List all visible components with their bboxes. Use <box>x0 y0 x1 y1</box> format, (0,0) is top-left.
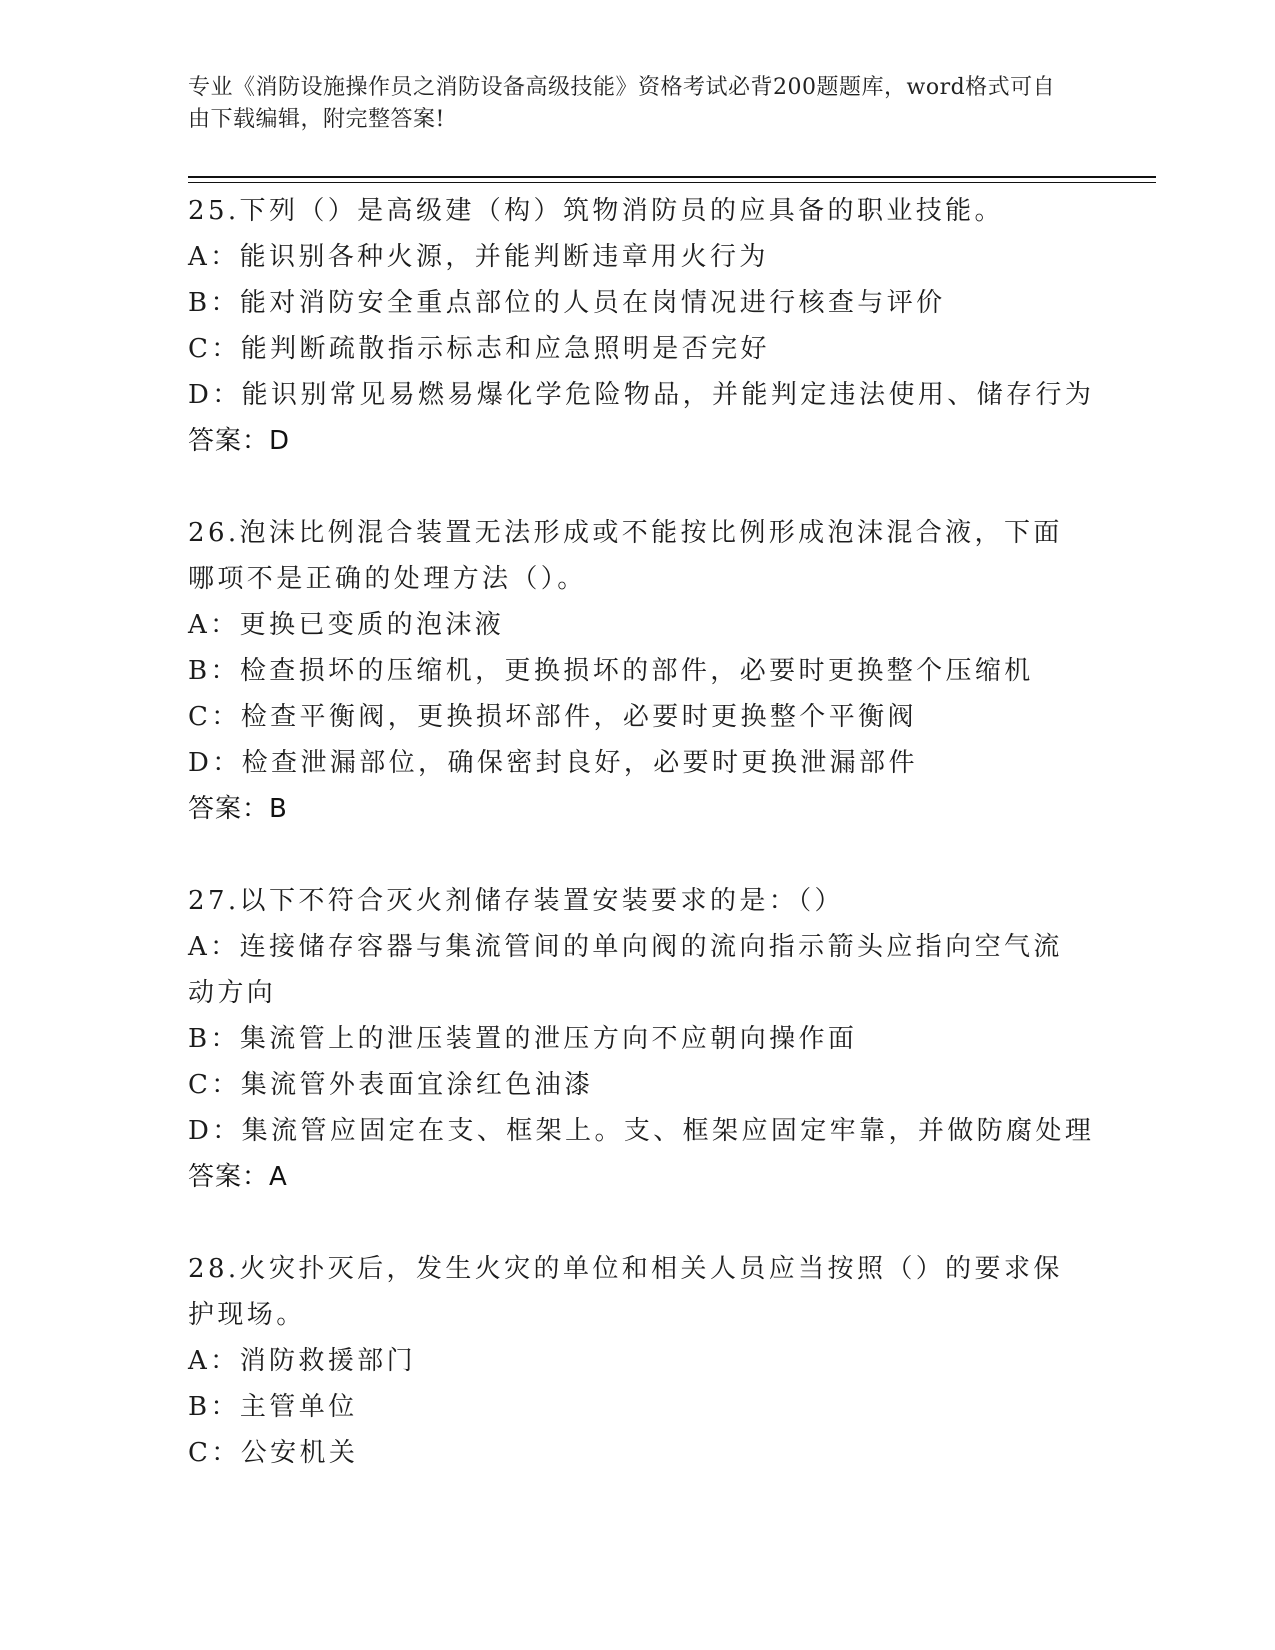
question-stem: 25.下列（）是高级建（构）筑物消防员的应具备的职业技能。 <box>188 196 1004 226</box>
answer-line <box>188 418 1078 464</box>
header-divider-thick <box>188 176 1156 178</box>
answer-line <box>188 1154 1078 1200</box>
option-a: A：连接储存容器与集流管间的单向阀的流向指示箭头应指向空气流动方向 <box>188 932 1063 1008</box>
header-divider-thin <box>188 182 1156 183</box>
answer-value: B <box>269 794 288 824</box>
option-c: C：公安机关 <box>188 1438 359 1468</box>
option-c: C：能判断疏散指示标志和应急照明是否完好 <box>188 334 770 364</box>
option-a: A：消防救援部门 <box>188 1346 416 1376</box>
option-d: D：检查泄漏部位，确保密封良好，必要时更换泄漏部件 <box>188 748 918 778</box>
question-26 <box>188 510 1078 832</box>
option-d: D：集流管应固定在支、框架上。支、框架应固定牢靠，并做防腐处理 <box>188 1116 1095 1146</box>
option-a: A：更换已变质的泡沫液 <box>188 610 505 640</box>
option-d: D：能识别常见易燃易爆化学危险物品，并能判定违法使用、储存行为 <box>188 380 1095 410</box>
answer-value: A <box>269 1162 288 1192</box>
option-a: A：能识别各种火源，并能判断违章用火行为 <box>188 242 769 272</box>
question-stem: 26.泡沫比例混合装置无法形成或不能按比例形成泡沫混合液，下面哪项不是正确的处理方法（）。 <box>188 518 1063 594</box>
question-stem: 27.以下不符合灭火剂储存装置安装要求的是：（） <box>188 886 844 916</box>
document-header: 专业《消防设施操作员之消防设备高级技能》资格考试必背200题题库，word格式可自由下载编辑，附完整答案! <box>188 75 1056 132</box>
option-b: B：主管单位 <box>188 1392 358 1422</box>
question-25 <box>188 188 1095 464</box>
option-c: C：检查平衡阀，更换损坏部件，必要时更换整个平衡阀 <box>188 702 917 732</box>
answer-label: 答案： <box>188 794 270 824</box>
option-b: B：集流管上的泄压装置的泄压方向不应朝向操作面 <box>188 1024 858 1054</box>
option-b: B：检查损坏的压缩机，更换损坏的部件，必要时更换整个压缩机 <box>188 656 1034 686</box>
option-c: C：集流管外表面宜涂红色油漆 <box>188 1070 594 1100</box>
answer-label: 答案： <box>188 426 270 456</box>
option-b: B：能对消防安全重点部位的人员在岗情况进行核查与评价 <box>188 288 946 318</box>
question-stem: 28.火灾扑灭后，发生火灾的单位和相关人员应当按照（）的要求保护现场。 <box>188 1254 1063 1330</box>
answer-label: 答案： <box>188 1162 270 1192</box>
answer-value: D <box>269 426 291 456</box>
answer-line <box>188 786 1078 832</box>
question-list <box>188 188 1095 1522</box>
question-28 <box>188 1246 1078 1476</box>
question-27 <box>188 878 1095 1200</box>
